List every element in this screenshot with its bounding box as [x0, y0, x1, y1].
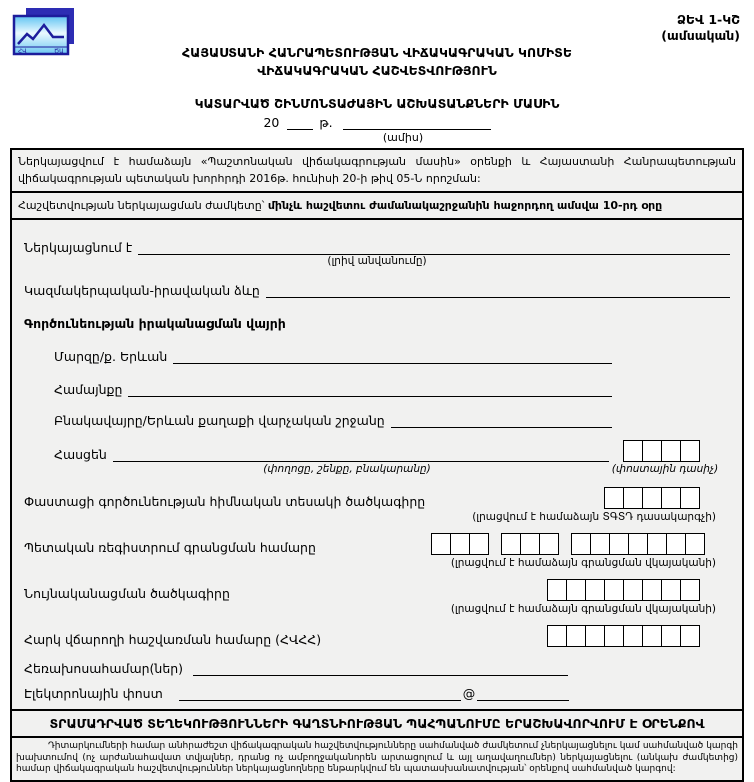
- presented-by-label: Ներկայացնում է: [24, 240, 133, 255]
- phone-input-line[interactable]: [193, 662, 568, 676]
- id-code-boxes: [547, 579, 700, 601]
- register-boxes-group1: [431, 533, 489, 555]
- period-row: [0, 115, 754, 130]
- code-box-cell[interactable]: [501, 533, 521, 555]
- code-box-cell[interactable]: [628, 533, 648, 555]
- region-label: Մարզը/ք. Երևան: [54, 349, 168, 364]
- community-row: [24, 382, 730, 397]
- code-box-cell[interactable]: [547, 625, 567, 647]
- legal-form-row: [24, 283, 730, 298]
- tin-boxes: [547, 625, 700, 647]
- code-box-cell[interactable]: [642, 440, 662, 462]
- code-box-cell[interactable]: [647, 533, 667, 555]
- code-box-cell[interactable]: [680, 487, 700, 509]
- code-box-cell[interactable]: [539, 533, 559, 555]
- armstat-logo: [10, 6, 78, 58]
- legal-basis-text: Ներկայացվում է համաձայն «Պաշտոնական վիճակագրության մասին» օրենքի և Հայաստանի Հանրապետության վիճակագրության պետական խորհրդի 2016թ. հունիսի 20-ի թիվ 05-Ն որոշման:: [12, 150, 742, 193]
- code-box-cell[interactable]: [642, 579, 662, 601]
- activity-code-boxes: [604, 487, 700, 509]
- report-title: ԿԱՏԱՐՎԱԾ ՇԻՆՄՈՆՏԱԺԱՅԻՆ ԱՇԽԱՏԱՆՔՆԵՐԻ ՄԱՍԻՆ: [194, 96, 560, 112]
- email-row: [24, 686, 730, 701]
- tin-row: [24, 625, 730, 647]
- report-type: ՎԻՃԱԿԱԳՐԱԿԱՆ ՀԱՇՎԵՏՎՈՒԹՅՈՒՆ: [257, 63, 497, 79]
- code-box-cell[interactable]: [604, 487, 624, 509]
- liability-fine-print: [12, 738, 742, 780]
- code-box-cell[interactable]: [566, 579, 586, 601]
- code-box-cell[interactable]: [469, 533, 489, 555]
- code-box-cell[interactable]: [666, 533, 686, 555]
- form-body: [10, 148, 744, 782]
- code-box-cell[interactable]: [520, 533, 540, 555]
- code-box-cell[interactable]: [604, 625, 624, 647]
- address-row: [24, 440, 730, 462]
- logo-text-left: ՀՎ: [18, 48, 27, 55]
- code-box-cell[interactable]: [623, 579, 643, 601]
- code-box-cell[interactable]: [450, 533, 470, 555]
- tin-label: Հարկ վճարողի հաշվառման համարը (ՀՎՀՀ): [24, 632, 322, 647]
- phone-row: [24, 661, 730, 676]
- committee-name: ՀԱՅԱՍՏԱՆԻ ՀԱՆՐԱՊԵՏՈՒԹՅԱՆ ՎԻՃԱԿԱԳՐԱԿԱՆ ԿՈՄԻՏԵ: [182, 45, 572, 60]
- code-box-cell[interactable]: [431, 533, 451, 555]
- code-box-cell[interactable]: [566, 625, 586, 647]
- confidentiality-guarantee: ՏՐԱՄԱԴՐՎԱԾ ՏԵՂԵԿՈՒԹՅՈՒՆՆԵՐԻ ԳԱՂՏՆԻՈՒԹՅԱՆ ՊԱՀՊԱՆՈՒՄԸ ԵՐԱՇԽԱՎՈՐՎՈՒՄ Է ՕՐԵՆՔՈՎ: [12, 711, 742, 738]
- register-number-label: Պետական ռեգիստրում գրանցման համարը: [24, 540, 316, 555]
- code-box-cell[interactable]: [680, 440, 700, 462]
- code-box-cell[interactable]: [609, 533, 629, 555]
- form-code-block: [661, 12, 740, 43]
- deadline-row: [12, 193, 742, 220]
- email-label: Էլեկտրոնային փոստ: [24, 686, 163, 701]
- activity-code-row: [24, 487, 730, 509]
- email-at-sign: @: [462, 686, 476, 701]
- postal-code-boxes: [623, 440, 700, 462]
- code-box-cell[interactable]: [661, 440, 681, 462]
- code-box-cell[interactable]: [680, 579, 700, 601]
- code-box-cell[interactable]: [623, 625, 643, 647]
- code-box-cell[interactable]: [661, 579, 681, 601]
- code-box-cell[interactable]: [623, 487, 643, 509]
- year-input-line[interactable]: [287, 129, 313, 130]
- code-box-cell[interactable]: [604, 579, 624, 601]
- address-input-line[interactable]: [113, 448, 609, 462]
- address-hints: [24, 463, 730, 475]
- code-box-cell[interactable]: [590, 533, 610, 555]
- code-box-cell[interactable]: [547, 579, 567, 601]
- deadline-prefix: Հաշվետվության ներկայացման ժամկետը՝: [18, 199, 268, 212]
- register-number-row: [24, 533, 730, 555]
- code-box-cell[interactable]: [642, 487, 662, 509]
- address-hint: (փողոցը, շենքը, բնակարանը): [263, 463, 431, 475]
- form-periodicity: (ամսական): [661, 27, 740, 43]
- id-code-hint: (լրացվում է համաձայն գրանցման վկայականի): [450, 603, 716, 615]
- register-boxes-group3: [571, 533, 705, 555]
- code-box-cell[interactable]: [661, 625, 681, 647]
- presented-by-input-line[interactable]: [138, 241, 730, 255]
- code-box-cell[interactable]: [685, 533, 705, 555]
- form-code: ՁԵՎ 1-ԿՇ: [676, 12, 740, 27]
- region-row: [24, 349, 730, 364]
- logo-text-right: ԾԱ: [54, 48, 64, 55]
- code-box-cell[interactable]: [661, 487, 681, 509]
- phone-label: Հեռախոսահամար(ներ): [24, 661, 184, 676]
- address-label: Հասցեն: [54, 447, 107, 462]
- settlement-row: [24, 413, 730, 428]
- year-prefix: 20: [263, 115, 280, 131]
- region-input-line[interactable]: [173, 350, 612, 364]
- code-box-cell[interactable]: [680, 625, 700, 647]
- deadline-bold: մինչև հաշվետու ժամանակաշրջանին հաջորդող ամսվա 10-րդ օրը: [267, 199, 663, 212]
- activity-code-label: Փաստացի գործունեության հիմնական տեսակի ծածկագիրը: [24, 494, 426, 509]
- email-domain-input-line[interactable]: [477, 687, 569, 701]
- email-local-input-line[interactable]: [179, 687, 461, 701]
- code-box-cell[interactable]: [571, 533, 591, 555]
- code-box-cell[interactable]: [585, 625, 605, 647]
- activity-code-hint: (լրացվում է համաձայն ՏԳՏԴ դասակարգչի): [472, 511, 716, 523]
- code-box-cell[interactable]: [642, 625, 662, 647]
- presented-by-row: [24, 240, 730, 255]
- legal-form-input-line[interactable]: [266, 284, 730, 298]
- full-name-hint: (լրիվ անվանումը): [327, 255, 427, 267]
- settlement-label: Բնակավայրը/Երևան քաղաքի վարչական շրջանը: [54, 413, 385, 428]
- code-box-cell[interactable]: [585, 579, 605, 601]
- register-hint: (լրացվում է համաձայն գրանցման վկայականի): [450, 557, 716, 569]
- month-hint: (ամիս): [382, 131, 424, 145]
- activity-location-heading: Գործունեության իրականացման վայրի: [24, 316, 286, 331]
- liability-text: Դիտարկումների համար անհրաժեշտ վիճակագրական հաշվետվությունները սահմանված ժամկետում չներկայացնելու կամ սահմանված կարգի խախտումով (ոչ արժանահավատ տվյալներ, դրանց ոչ ամբողջականորեն արտացոլում և այլ աղավաղումներ) ներկայացնելու (անկախ ժամկետից) համար վիճակագրական հաշվետվություններ ներկայացնողները ենթարկվում են պատասխանատվության՝ օրենքով սահմանված կարգով:: [16, 741, 738, 775]
- fields-section: [12, 220, 742, 711]
- year-suffix: թ.: [319, 115, 333, 131]
- community-label: Համայնքը: [54, 382, 123, 397]
- community-input-line[interactable]: [128, 383, 612, 397]
- legal-form-label: Կազմակերպական-իրավական ձևը: [24, 283, 260, 298]
- month-input-line[interactable]: [343, 129, 491, 130]
- settlement-input-line[interactable]: [391, 414, 612, 428]
- id-code-row: [24, 579, 730, 601]
- register-boxes-group2: [501, 533, 559, 555]
- form-header: [0, 0, 754, 148]
- code-box-cell[interactable]: [623, 440, 643, 462]
- postal-hint: (փոստային դասիչ): [611, 463, 719, 475]
- id-code-label: Նույնականացման ծածկագիրը: [24, 586, 230, 601]
